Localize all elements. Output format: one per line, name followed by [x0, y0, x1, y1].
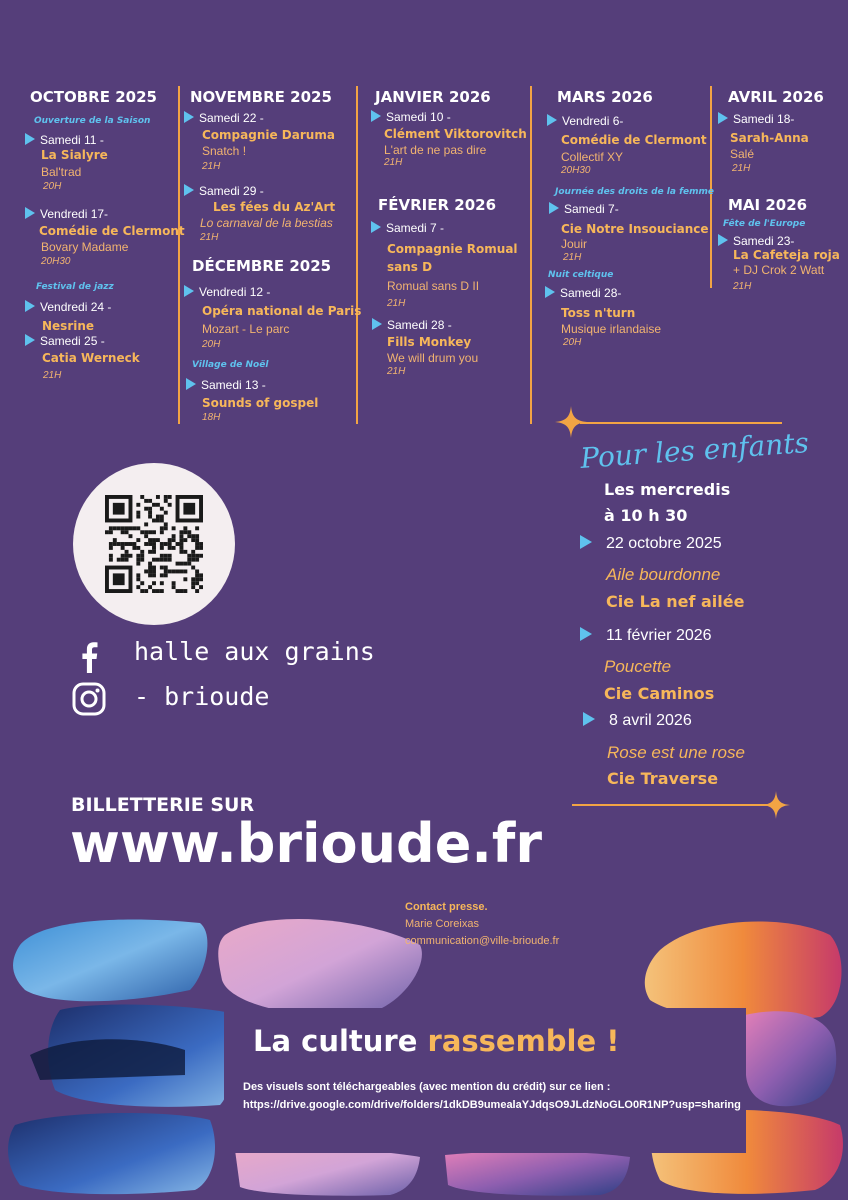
visuals-notice: [243, 1078, 743, 1114]
event-day: Samedi 29 -: [184, 184, 264, 198]
arrow-icon: [545, 286, 555, 298]
culture-slogan: La culture rassemble !: [253, 1024, 620, 1058]
event-show: We will drum you: [387, 351, 479, 365]
event-artist: Opéra national de Paris: [202, 304, 362, 318]
kids-show-title: Poucette: [604, 657, 672, 676]
column-divider: [356, 86, 358, 424]
visuals-text: Des visuels sont téléchargeables (avec mention du crédit) sur ce lien :: [243, 1081, 611, 1093]
event-day: Vendredi 12 -: [184, 285, 270, 299]
month-title-mai: MAI 2026: [728, 196, 808, 214]
arrow-icon: [371, 221, 381, 233]
event-tag: Festival de jazz: [36, 282, 114, 292]
month-title-decembre: DÉCEMBRE 2025: [192, 257, 332, 275]
arrow-icon: [718, 112, 728, 124]
event-artist: Clément Viktorovitch: [384, 127, 527, 141]
arrow-icon: [549, 202, 559, 214]
event-artist: Sarah-Anna: [730, 131, 809, 145]
event-show: Jouir: [561, 237, 588, 251]
event-day: Samedi 7-: [549, 202, 619, 216]
ticketing-label: BILLETTERIE SUR: [71, 794, 255, 816]
website-link[interactable]: www.brioude.fr: [70, 812, 542, 875]
visuals-link[interactable]: https://drive.google.com/drive/folders/1dkDB9umealaYJdqsO9JLdzNoGLO0R1NP?usp=sharing: [243, 1099, 741, 1111]
event-show: Lo carnaval de la bestias: [200, 216, 333, 230]
event-artist: Toss n'turn: [561, 306, 636, 320]
event-day: Samedi 18-: [718, 112, 794, 126]
facebook-page-name[interactable]: halle aux grains: [134, 637, 375, 666]
event-time: 21H: [202, 161, 221, 172]
kids-subtitle-time: à 10 h 30: [604, 506, 688, 525]
event-show: Musique irlandaise: [561, 322, 662, 336]
arrow-icon: [371, 110, 381, 122]
event-day: Vendredi 6-: [547, 114, 623, 128]
event-artist: Compagnie Daruma: [202, 128, 335, 142]
event-time: 20H30: [41, 256, 71, 267]
kids-show-title: Aile bourdonne: [606, 565, 721, 584]
event-day: Samedi 7 -: [371, 221, 444, 235]
event-artist: Les fées du Az'Art: [213, 200, 336, 214]
sparkle-icon: [762, 791, 790, 819]
event-show: Collectif XY: [561, 150, 624, 164]
event-artist: Compagnie Romual: [387, 242, 518, 256]
kids-show-company: Cie Caminos: [604, 684, 715, 703]
contact-name: Marie Coreixas: [405, 918, 479, 930]
column-divider: [178, 86, 180, 424]
event-artist: Comédie de Clermont: [561, 133, 707, 147]
month-title-novembre: NOVEMBRE 2025: [190, 88, 332, 106]
event-show: L'art de ne pas dire: [384, 143, 487, 157]
kids-show-date: 8 avril 2026: [583, 712, 692, 730]
month-title-fevrier: FÉVRIER 2026: [378, 196, 497, 214]
event-show: Salé: [730, 147, 755, 161]
event-day: Vendredi 24 -: [25, 300, 111, 314]
event-tag: Fête de l'Europe: [723, 219, 806, 229]
arrow-icon: [718, 234, 728, 246]
arrow-icon: [580, 627, 592, 641]
month-title-janvier: JANVIER 2026: [375, 88, 491, 106]
event-day: Samedi 25 -: [25, 334, 105, 348]
event-artist-line2: sans D: [387, 260, 433, 274]
event-time: 21H: [732, 163, 751, 174]
event-artist: Comédie de Clermont: [39, 224, 185, 238]
event-time: 18H: [202, 412, 221, 423]
event-day: Samedi 23-: [718, 234, 794, 248]
event-show: Bovary Madame: [41, 240, 129, 254]
arrow-icon: [25, 133, 35, 145]
event-day: Samedi 13 -: [186, 378, 266, 392]
kids-subtitle-days: Les mercredis: [604, 480, 731, 499]
event-time: 21H: [733, 281, 752, 292]
arrow-icon: [25, 334, 35, 346]
event-time: 20H: [202, 339, 221, 350]
kids-show-company: Cie La nef ailée: [606, 592, 745, 611]
event-day: Samedi 28 -: [372, 318, 452, 332]
event-artist: Nesrine: [42, 319, 95, 333]
arrow-icon: [372, 318, 382, 330]
event-time: 21H: [384, 157, 403, 168]
facebook-icon[interactable]: [80, 641, 98, 673]
contact-email[interactable]: communication@ville-brioude.fr: [405, 935, 560, 947]
decorative-line: [580, 422, 782, 424]
event-time: 20H: [563, 337, 582, 348]
event-time: 20H: [43, 181, 62, 192]
event-time: 21H: [200, 232, 219, 243]
arrow-icon: [184, 285, 194, 297]
event-time: 21H: [387, 298, 406, 309]
event-time: 21H: [43, 370, 62, 381]
event-time: 21H: [387, 366, 406, 377]
qr-code-icon[interactable]: [105, 495, 203, 593]
decorative-line: [572, 804, 772, 806]
event-artist: La Sialyre: [41, 148, 108, 162]
event-tag: Village de Noël: [192, 360, 269, 370]
event-day: Samedi 10 -: [371, 110, 451, 124]
event-tag: Nuit celtique: [548, 270, 614, 280]
month-title-avril: AVRIL 2026: [728, 88, 824, 106]
month-title-octobre: OCTOBRE 2025: [30, 88, 157, 106]
event-day: Samedi 28-: [545, 286, 621, 300]
kids-show-date: 22 octobre 2025: [580, 535, 722, 553]
event-artist: Fills Monkey: [387, 335, 472, 349]
event-time: 21H: [563, 252, 582, 263]
instagram-handle[interactable]: - brioude: [134, 682, 270, 711]
event-show: Mozart - Le parc: [202, 322, 290, 336]
arrow-icon: [25, 300, 35, 312]
arrow-icon: [186, 378, 196, 390]
arrow-icon: [583, 712, 595, 726]
arrow-icon: [580, 535, 592, 549]
contact-title: Contact presse.: [405, 901, 488, 913]
arrow-icon: [25, 207, 35, 219]
event-artist: Cie Notre Insouciance: [561, 222, 709, 236]
column-divider: [530, 86, 532, 424]
event-artist: Sounds of gospel: [202, 396, 319, 410]
instagram-icon[interactable]: [72, 682, 106, 716]
kids-show-title: Rose est une rose: [607, 743, 745, 762]
event-artist: La Cafeteja roja: [733, 248, 840, 262]
event-tag: Ouverture de la Saison: [34, 116, 151, 126]
kids-show-date: 11 février 2026: [580, 627, 712, 645]
arrow-icon: [184, 111, 194, 123]
event-day: Samedi 11 -: [25, 133, 104, 147]
kids-show-company: Cie Traverse: [607, 769, 719, 788]
event-artist: Catia Werneck: [42, 351, 140, 365]
event-show: Romual sans D II: [387, 279, 480, 293]
event-show: Snatch !: [202, 144, 247, 158]
event-day: Vendredi 17-: [25, 207, 108, 221]
event-tag: Journée des droits de la femme: [555, 187, 714, 197]
event-day: Samedi 22 -: [184, 111, 264, 125]
arrow-icon: [184, 184, 194, 196]
arrow-icon: [547, 114, 557, 126]
kids-section-title: Pour les enfants: [579, 426, 810, 475]
event-time: 20H30: [561, 165, 591, 176]
month-title-mars: MARS 2026: [557, 88, 653, 106]
event-show: + DJ Crok 2 Watt: [733, 263, 825, 277]
event-show: Bal'trad: [41, 165, 82, 179]
